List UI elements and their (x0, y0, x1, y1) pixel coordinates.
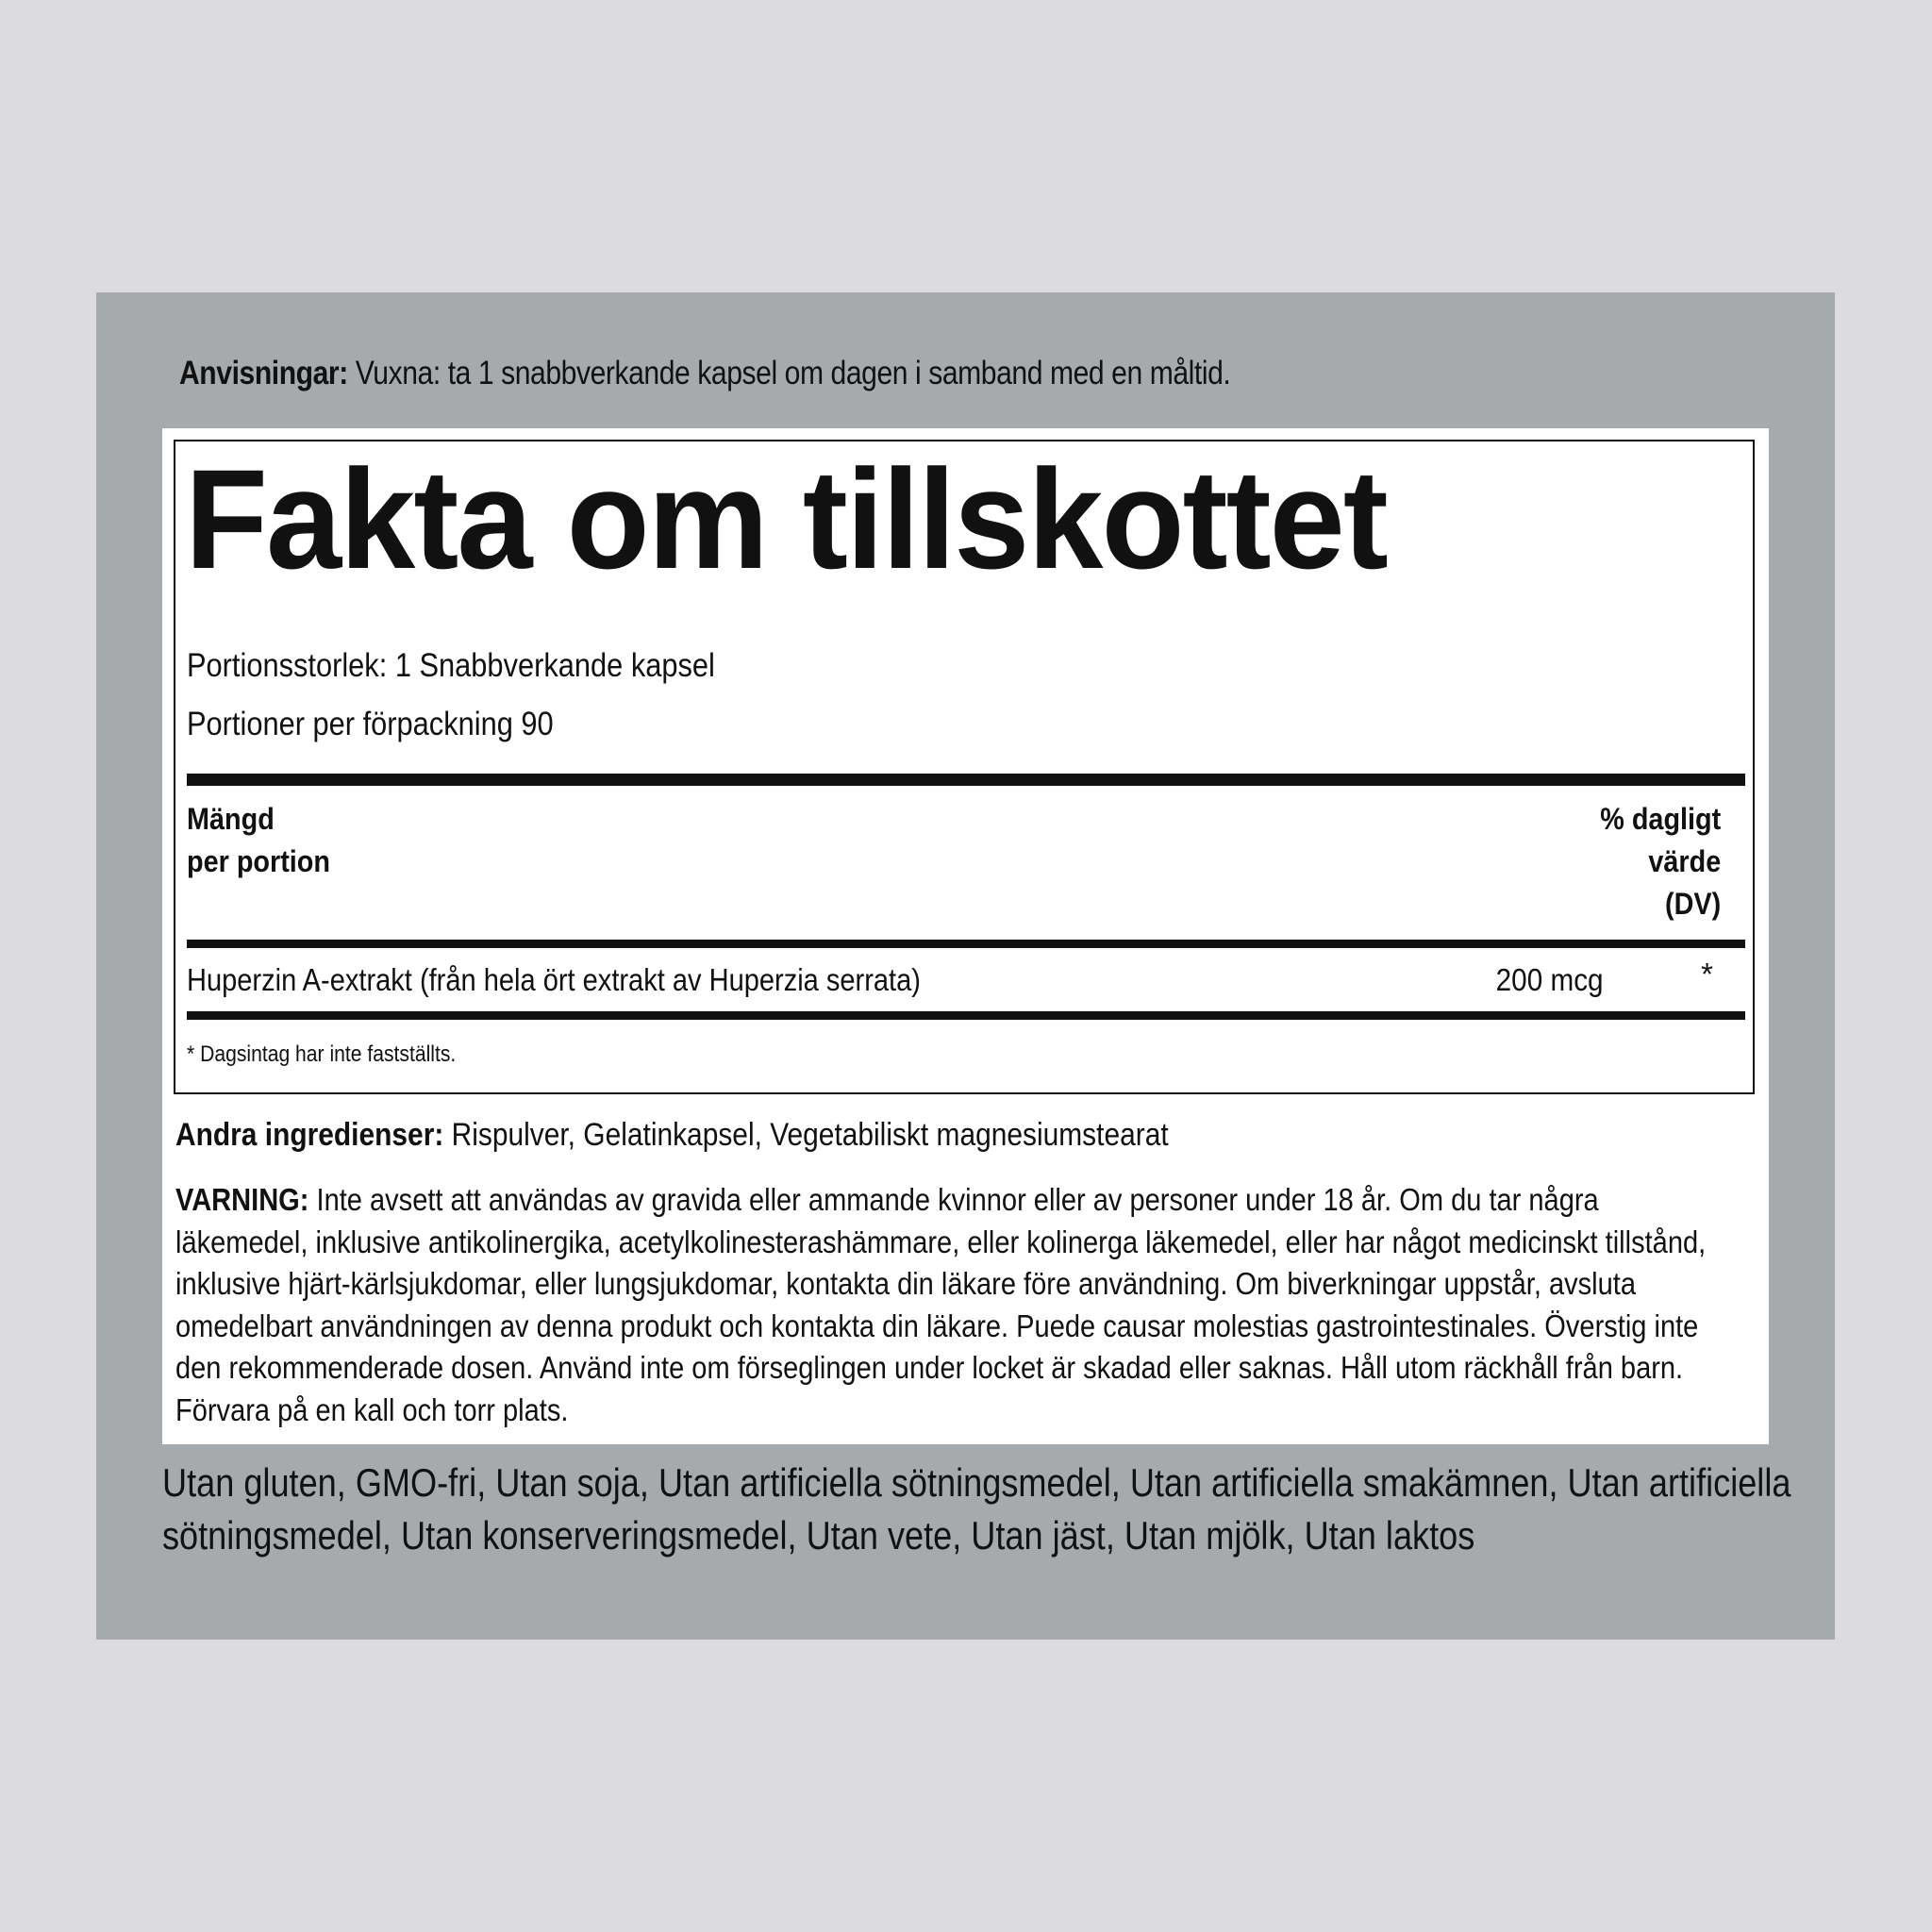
free-from-claims: Utan gluten, GMO-fri, Utan soja, Utan artificiella sötningsmedel, Utan artificiella smakämnen, Utan artificiella sötningsmedel, Utan konserveringsmedel, Utan vete, Utan jäst, Utan mjölk, Utan laktos (162, 1460, 1791, 1557)
nutrient-row (187, 957, 1724, 1006)
warning (175, 1179, 1707, 1431)
nutrient-amount: 200 mcg (1496, 962, 1604, 997)
header-right-line: (DV) (1664, 887, 1721, 921)
facts-title: Fakta om tillskottet (185, 440, 1387, 598)
other-ingredients-label: Andra ingredienser: (175, 1117, 444, 1153)
header-left-line: per portion (187, 844, 330, 878)
label-panel (96, 292, 1835, 1640)
warning-label: VARNING: (175, 1182, 309, 1217)
directions-label: Anvisningar: (179, 355, 348, 391)
divider-thick (187, 774, 1745, 786)
divider-medium (187, 940, 1745, 948)
supplement-facts-box (174, 440, 1755, 1094)
servings-per-container: Portioner per förpackning 90 (187, 706, 554, 742)
directions-text: Vuxna: ta 1 snabbverkande kapsel om dagen i samband med en måltid. (347, 355, 1231, 391)
nutrient-name: Huperzin A-extrakt (från hela ört extrakt av Huperzia serrata) (187, 962, 921, 997)
divider-medium (187, 1011, 1745, 1020)
footnote: * Dagsintag har inte fastställts. (187, 1041, 457, 1067)
header-right-line: % dagligt (1600, 802, 1721, 836)
label-body (162, 428, 1769, 1444)
directions (179, 355, 1230, 392)
header-daily-value (1600, 798, 1721, 925)
other-ingredients (175, 1117, 1169, 1154)
header-right-line: värde (1648, 844, 1721, 878)
nutrient-dv: * (1701, 957, 1713, 991)
header-amount-per-serving (187, 798, 330, 883)
warning-text: Inte avsett att användas av gravida eller ammande kvinnor eller av personer under 18 år. Om du tar några läkemedel, inklusive antikolinergika, acetylkolinesterashämmare, eller kolinerga läkemedel, eller har något medicinskt tillstånd, inklusive hjärt-kärlsjukdomar, eller lungsjukdomar, kontakta din läkare före användning. Om biverkningar uppstår, avsluta omedelbart användningen av denna produkt och kontakta din läkare. Puede causar molestias gastrointestinales. Överstig inte den rekommenderade dosen. Använd inte om förseglingen under locket är skadad eller saknas. Håll utom räckhåll från barn. Förvara på en kall och torr plats. (175, 1182, 1707, 1427)
header-left-line: Mängd (187, 802, 275, 836)
serving-size: Portionsstorlek: 1 Snabbverkande kapsel (187, 647, 715, 684)
other-ingredients-text: Rispulver, Gelatinkapsel, Vegetabiliskt magnesiumstearat (443, 1117, 1169, 1153)
